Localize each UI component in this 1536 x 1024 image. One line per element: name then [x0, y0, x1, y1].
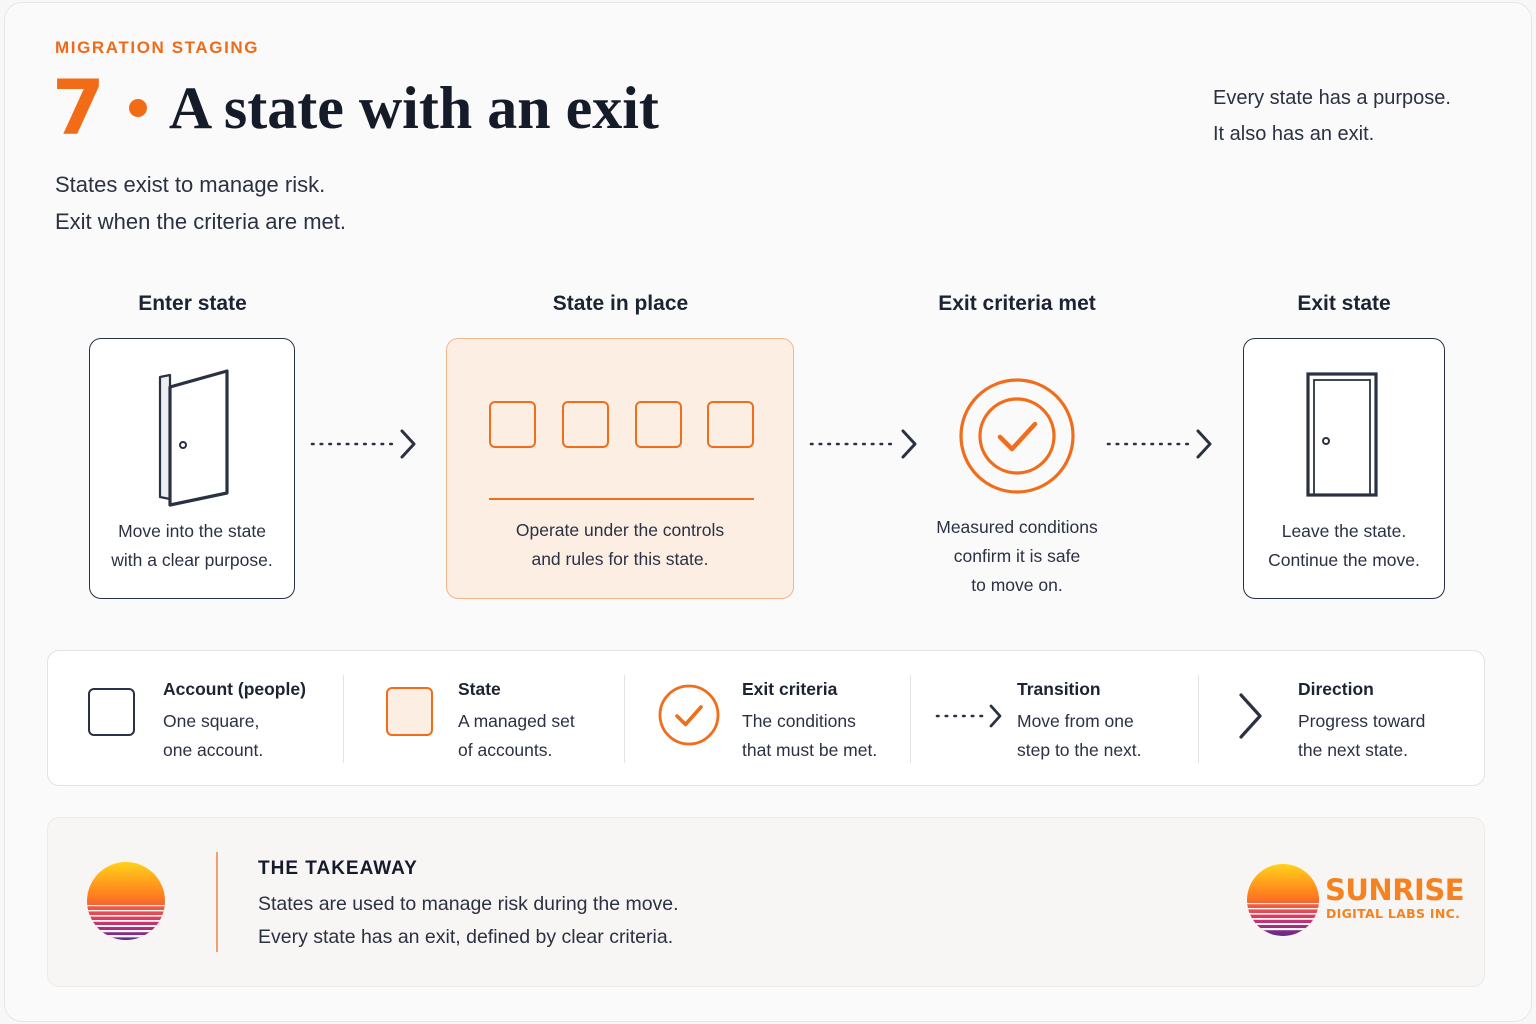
desc-line: The conditions [742, 711, 856, 731]
transition-arrow-2 [807, 428, 925, 460]
sunrise-logo-icon [1246, 863, 1320, 937]
legend-item-account [48, 651, 343, 787]
subtitle [55, 166, 346, 240]
takeaway-line: Every state has an exit, defined by clear criteria. [258, 926, 674, 948]
desc-line: Operate under the controls [515, 520, 725, 540]
open-door-icon [90, 359, 296, 539]
page-title [52, 63, 659, 152]
desc-line: with a clear purpose. [111, 550, 273, 570]
legend-title: Transition [1017, 679, 1101, 699]
subtitle-line: Exit when the criteria are met. [55, 209, 347, 234]
eyebrow-label: MIGRATION STAGING [55, 38, 260, 57]
step-number: 7 [52, 63, 105, 152]
legend-desc [458, 707, 575, 765]
account-square [489, 401, 536, 448]
dotted-arrow-icon [933, 703, 1005, 729]
step-label-state-in-place: State in place [552, 292, 689, 315]
takeaway-body [258, 888, 679, 954]
brand-subtitle: DIGITAL LABS INC. [1326, 906, 1461, 921]
closed-door-icon [1244, 359, 1446, 539]
step-label-exit-criteria: Exit criteria met [938, 292, 1096, 315]
desc-line: that must be met. [742, 740, 878, 760]
takeaway-divider [216, 852, 218, 952]
step-desc-enter-state [90, 517, 294, 575]
orange-square-icon [386, 687, 433, 736]
desc-line: the next state. [1298, 740, 1408, 760]
legend-item-direction [1199, 651, 1486, 787]
desc-line: step to the next. [1017, 740, 1142, 760]
desc-line: to move on. [971, 575, 1063, 595]
title-bullet [129, 99, 147, 117]
legend-title: Direction [1298, 679, 1374, 699]
desc-line: Leave the state. [1281, 521, 1407, 541]
exit-state-box [1243, 338, 1445, 599]
desc-line: one account. [163, 740, 264, 760]
check-circle-icon [957, 376, 1077, 496]
step-desc-exit-state [1244, 517, 1444, 575]
desc-line: and rules for this state. [531, 549, 709, 569]
legend-desc [163, 707, 263, 765]
legend-title: Account (people) [163, 679, 306, 699]
desc-line: Move from one [1017, 711, 1134, 731]
desc-line: confirm it is safe [953, 546, 1081, 566]
desc-line: A managed set [458, 711, 575, 731]
state-divider [489, 498, 754, 500]
title-text: A state with an exit [168, 75, 659, 141]
side-note-line: It also has an exit. [1213, 123, 1375, 145]
legend-desc [1017, 707, 1142, 765]
side-note [1213, 80, 1451, 152]
legend [47, 650, 1485, 786]
state-in-place-box [446, 338, 794, 599]
step-label-exit-state: Exit state [1297, 292, 1391, 315]
legend-item-transition [911, 651, 1198, 787]
step-desc-state-in-place [447, 516, 793, 574]
legend-desc [742, 707, 877, 765]
transition-arrow-3 [1104, 428, 1222, 460]
desc-line: Move into the state [118, 521, 266, 541]
chevron-right-icon [1233, 691, 1269, 741]
brand-name: SUNRISE [1325, 873, 1465, 907]
takeaway-line: States are used to manage risk during the move. [258, 893, 679, 915]
legend-desc [1298, 707, 1425, 765]
legend-item-state [344, 651, 624, 787]
legend-title: State [458, 679, 501, 699]
enter-state-box [89, 338, 295, 599]
account-square [707, 401, 754, 448]
subtitle-line: States exist to manage risk. [55, 172, 326, 197]
desc-line: Measured conditions [936, 517, 1098, 537]
check-circle-icon [657, 683, 721, 747]
square-icon [88, 688, 135, 736]
account-square [635, 401, 682, 448]
side-note-line: Every state has a purpose. [1213, 87, 1451, 109]
transition-arrow-1 [308, 428, 424, 460]
sunset-icon [86, 861, 166, 941]
step-label-enter-state: Enter state [138, 292, 247, 315]
account-square [562, 401, 609, 448]
desc-line: One square, [163, 711, 260, 731]
desc-line: Progress toward [1298, 711, 1426, 731]
legend-title: Exit criteria [742, 679, 838, 699]
legend-item-exit-criteria [625, 651, 910, 787]
takeaway-label: THE TAKEAWAY [258, 858, 418, 879]
step-desc-exit-criteria [907, 513, 1127, 600]
desc-line: of accounts. [458, 740, 553, 760]
desc-line: Continue the move. [1268, 550, 1420, 570]
